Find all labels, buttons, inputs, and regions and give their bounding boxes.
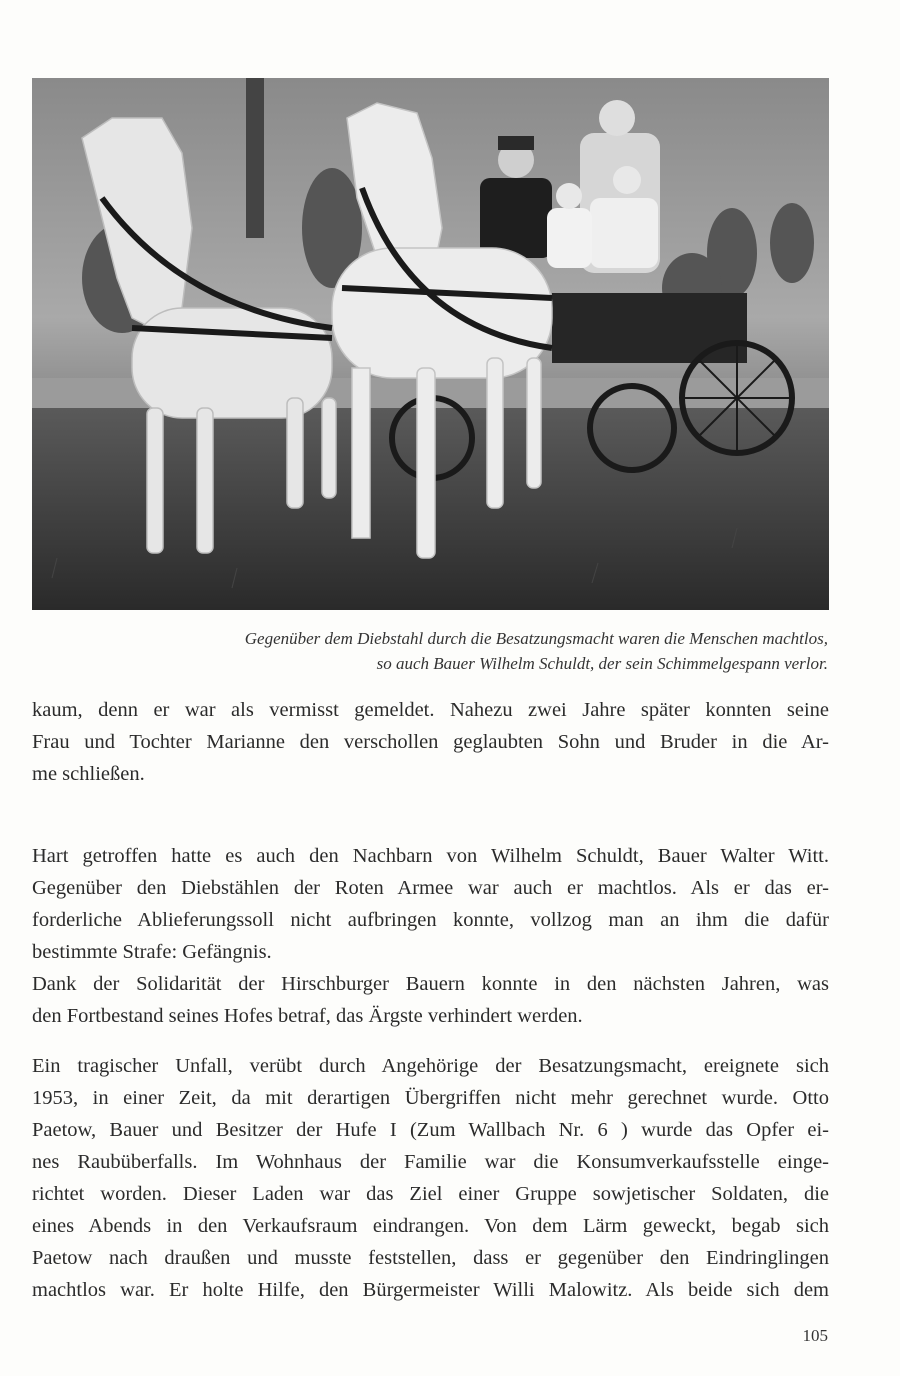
text-line: nes Raubüberfalls. Im Wohnhaus der Familie war die Konsumverkaufsstelle einge- (32, 1151, 829, 1173)
text-line: 1953, in einer Zeit, da mit derartigen Übergriffen nicht mehr gerechnet wurde. Otto (32, 1087, 829, 1109)
paragraph (32, 694, 829, 790)
text-line: richtet worden. Dieser Laden war das Ziel einer Gruppe sowjetischer Soldaten, die (32, 1183, 829, 1205)
photo-caption (68, 626, 828, 676)
text-line: eines Abends in den Verkaufsraum eindrangen. Von dem Lärm geweckt, begab sich (32, 1215, 829, 1237)
paragraph (32, 840, 829, 1032)
text-line: Paetow, Bauer und Besitzer der Hufe I (Zum Wallbach Nr. 6 ) wurde das Opfer ei- (32, 1119, 829, 1141)
photo-illustration (32, 78, 829, 610)
text-line: Ein tragischer Unfall, verübt durch Angehörige der Besatzungsmacht, ereignete sich (32, 1055, 829, 1077)
page-number: 105 (802, 1326, 828, 1345)
text-line: kaum, denn er war als vermisst gemeldet. Nahezu zwei Jahre später konnten seine (32, 699, 829, 721)
text-line: bestimmte Strafe: Gefängnis. (32, 941, 272, 963)
text-line: me schließen. (32, 763, 145, 785)
text-line: Gegenüber den Diebstählen der Roten Armee war auch er machtlos. Als er das er- (32, 877, 829, 899)
text-line: Dank der Solidarität der Hirschburger Bauern konnte in den nächsten Jahren, was (32, 973, 829, 995)
paragraph (32, 1050, 829, 1306)
caption-line: so auch Bauer Wilhelm Schuldt, der sein Schimmelgespann verlor. (376, 654, 828, 673)
photo-horse-carriage (32, 78, 829, 610)
text-line: Frau und Tochter Marianne den verschollen geglaubten Sohn und Bruder in die Ar- (32, 731, 829, 753)
text-line: Paetow nach draußen und musste feststellen, dass er gegenüber den Eindringlingen (32, 1247, 829, 1269)
caption-line: Gegenüber dem Diebstahl durch die Besatzungsmacht waren die Menschen machtlos, (244, 629, 828, 648)
text-line: forderliche Ablieferungssoll nicht aufbringen konnte, vollzog man an ihm die dafür (32, 909, 829, 931)
text-line: Hart getroffen hatte es auch den Nachbarn von Wilhelm Schuldt, Bauer Walter Witt. (32, 845, 829, 867)
text-line: den Fortbestand seines Hofes betraf, das Ärgste verhindert werden. (32, 1005, 583, 1027)
text-line: machtlos war. Er holte Hilfe, den Bürgermeister Willi Malowitz. Als beide sich dem (32, 1279, 829, 1301)
